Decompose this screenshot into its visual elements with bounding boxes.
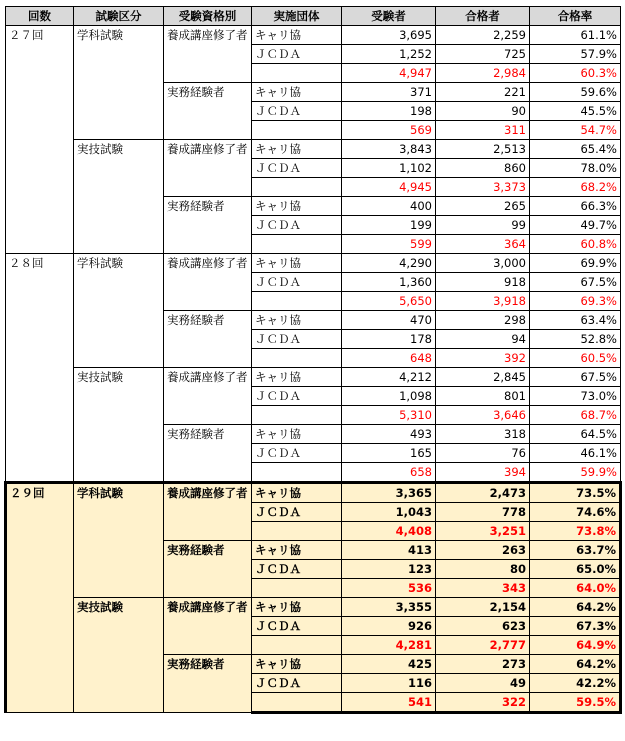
passers-cell: 343: [436, 579, 530, 598]
table-row: [6, 140, 621, 159]
examinees-cell: 3,695: [342, 26, 436, 45]
pass-rate-cell: 78.0%: [530, 159, 621, 178]
passers-cell: 3,251: [436, 522, 530, 541]
organization-cell: ＪＣＤＡ: [252, 444, 342, 463]
organization-cell: ＪＣＤＡ: [252, 159, 342, 178]
pass-rate-cell: 73.0%: [530, 387, 621, 406]
organization-cell: キャリ協: [252, 425, 342, 444]
passers-cell: 364: [436, 235, 530, 254]
organization-cell: キャリ協: [252, 26, 342, 45]
passers-cell: 3,918: [436, 292, 530, 311]
organization-cell: ＪＣＤＡ: [252, 617, 342, 636]
organization-cell: キャリ協: [252, 311, 342, 330]
pass-rate-cell: 74.6%: [530, 503, 621, 522]
eligibility-cell: 養成講座修了者: [164, 26, 252, 83]
exam-results-table: [4, 6, 622, 714]
pass-rate-cell: 67.5%: [530, 273, 621, 292]
examinees-cell: 123: [342, 560, 436, 579]
column-header-pass-rate: 合格率: [530, 7, 621, 26]
organization-cell: ＪＣＤＡ: [252, 45, 342, 64]
pass-rate-cell: 59.9%: [530, 463, 621, 483]
passers-cell: 80: [436, 560, 530, 579]
eligibility-cell: 実務経験者: [164, 311, 252, 368]
organization-cell: キャリ協: [252, 541, 342, 560]
examinees-cell: 569: [342, 121, 436, 140]
exam-type-cell: 学科試験: [74, 26, 164, 140]
examinees-cell: 165: [342, 444, 436, 463]
pass-rate-cell: 60.8%: [530, 235, 621, 254]
examinees-cell: 1,098: [342, 387, 436, 406]
column-header-examinees: 受験者: [342, 7, 436, 26]
passers-cell: 221: [436, 83, 530, 102]
pass-rate-cell: 69.3%: [530, 292, 621, 311]
table-row: [6, 26, 621, 45]
passers-cell: 90: [436, 102, 530, 121]
pass-rate-cell: 63.7%: [530, 541, 621, 560]
eligibility-cell: 実務経験者: [164, 425, 252, 483]
eligibility-cell: 養成講座修了者: [164, 368, 252, 425]
organization-cell: キャリ協: [252, 140, 342, 159]
pass-rate-cell: 65.4%: [530, 140, 621, 159]
examinees-cell: 3,843: [342, 140, 436, 159]
pass-rate-cell: 59.6%: [530, 83, 621, 102]
passers-cell: 2,984: [436, 64, 530, 83]
pass-rate-cell: 52.8%: [530, 330, 621, 349]
passers-cell: 76: [436, 444, 530, 463]
organization-cell: [252, 522, 342, 541]
column-header-exam-type: 試験区分: [74, 7, 164, 26]
eligibility-cell: 実務経験者: [164, 83, 252, 140]
passers-cell: 725: [436, 45, 530, 64]
pass-rate-cell: 45.5%: [530, 102, 621, 121]
pass-rate-cell: 67.5%: [530, 368, 621, 387]
pass-rate-cell: 54.7%: [530, 121, 621, 140]
organization-cell: キャリ協: [252, 483, 342, 503]
pass-rate-cell: 68.2%: [530, 178, 621, 197]
pass-rate-cell: 67.3%: [530, 617, 621, 636]
examinees-cell: 400: [342, 197, 436, 216]
organization-cell: ＪＣＤＡ: [252, 216, 342, 235]
pass-rate-cell: 42.2%: [530, 674, 621, 693]
organization-cell: ＪＣＤＡ: [252, 273, 342, 292]
passers-cell: 2,473: [436, 483, 530, 503]
organization-cell: [252, 636, 342, 655]
header-row: [6, 7, 621, 26]
passers-cell: 99: [436, 216, 530, 235]
examinees-cell: 3,355: [342, 598, 436, 617]
passers-cell: 311: [436, 121, 530, 140]
pass-rate-cell: 64.5%: [530, 425, 621, 444]
passers-cell: 2,259: [436, 26, 530, 45]
pass-rate-cell: 59.5%: [530, 693, 621, 713]
organization-cell: ＪＣＤＡ: [252, 330, 342, 349]
organization-cell: キャリ協: [252, 598, 342, 617]
table-row: [6, 368, 621, 387]
organization-cell: ＪＣＤＡ: [252, 102, 342, 121]
table-header: [6, 7, 621, 26]
round-cell: ２８回: [6, 254, 74, 483]
examinees-cell: 536: [342, 579, 436, 598]
pass-rate-cell: 61.1%: [530, 26, 621, 45]
exam-type-cell: 実技試験: [74, 598, 164, 713]
eligibility-cell: 養成講座修了者: [164, 254, 252, 311]
pass-rate-cell: 68.7%: [530, 406, 621, 425]
organization-cell: [252, 406, 342, 425]
passers-cell: 322: [436, 693, 530, 713]
examinees-cell: 5,310: [342, 406, 436, 425]
column-header-passers: 合格者: [436, 7, 530, 26]
passers-cell: 273: [436, 655, 530, 674]
pass-rate-cell: 73.8%: [530, 522, 621, 541]
examinees-cell: 5,650: [342, 292, 436, 311]
organization-cell: [252, 579, 342, 598]
examinees-cell: 470: [342, 311, 436, 330]
passers-cell: 298: [436, 311, 530, 330]
organization-cell: [252, 121, 342, 140]
examinees-cell: 4,290: [342, 254, 436, 273]
passers-cell: 2,777: [436, 636, 530, 655]
passers-cell: 3,000: [436, 254, 530, 273]
examinees-cell: 1,252: [342, 45, 436, 64]
organization-cell: [252, 178, 342, 197]
passers-cell: 778: [436, 503, 530, 522]
examinees-cell: 3,365: [342, 483, 436, 503]
examinees-cell: 4,212: [342, 368, 436, 387]
examinees-cell: 1,102: [342, 159, 436, 178]
examinees-cell: 541: [342, 693, 436, 713]
examinees-cell: 178: [342, 330, 436, 349]
examinees-cell: 648: [342, 349, 436, 368]
pass-rate-cell: 60.5%: [530, 349, 621, 368]
organization-cell: ＪＣＤＡ: [252, 387, 342, 406]
examinees-cell: 4,945: [342, 178, 436, 197]
column-header-organization: 実施団体: [252, 7, 342, 26]
examinees-cell: 599: [342, 235, 436, 254]
passers-cell: 623: [436, 617, 530, 636]
table-row: [6, 483, 621, 503]
passers-cell: 318: [436, 425, 530, 444]
pass-rate-cell: 46.1%: [530, 444, 621, 463]
pass-rate-cell: 63.4%: [530, 311, 621, 330]
passers-cell: 918: [436, 273, 530, 292]
passers-cell: 392: [436, 349, 530, 368]
passers-cell: 263: [436, 541, 530, 560]
organization-cell: [252, 292, 342, 311]
pass-rate-cell: 57.9%: [530, 45, 621, 64]
examinees-cell: 4,408: [342, 522, 436, 541]
examinees-cell: 199: [342, 216, 436, 235]
examinees-cell: 198: [342, 102, 436, 121]
organization-cell: [252, 235, 342, 254]
organization-cell: キャリ協: [252, 368, 342, 387]
eligibility-cell: 養成講座修了者: [164, 140, 252, 197]
organization-cell: [252, 349, 342, 368]
pass-rate-cell: 64.9%: [530, 636, 621, 655]
examinees-cell: 116: [342, 674, 436, 693]
examinees-cell: 413: [342, 541, 436, 560]
table-row: [6, 254, 621, 273]
organization-cell: キャリ協: [252, 83, 342, 102]
eligibility-cell: 実務経験者: [164, 197, 252, 254]
pass-rate-cell: 69.9%: [530, 254, 621, 273]
organization-cell: キャリ協: [252, 254, 342, 273]
organization-cell: [252, 64, 342, 83]
column-header-eligibility: 受験資格別: [164, 7, 252, 26]
eligibility-cell: 実務経験者: [164, 655, 252, 713]
exam-type-cell: 学科試験: [74, 483, 164, 598]
table-body: [6, 26, 621, 713]
pass-rate-cell: 66.3%: [530, 197, 621, 216]
passers-cell: 94: [436, 330, 530, 349]
organization-cell: [252, 463, 342, 483]
exam-type-cell: 実技試験: [74, 368, 164, 483]
examinees-cell: 493: [342, 425, 436, 444]
organization-cell: ＪＣＤＡ: [252, 674, 342, 693]
table-row: [6, 598, 621, 617]
pass-rate-cell: 60.3%: [530, 64, 621, 83]
pass-rate-cell: 64.2%: [530, 655, 621, 674]
passers-cell: 49: [436, 674, 530, 693]
examinees-cell: 425: [342, 655, 436, 674]
pass-rate-cell: 73.5%: [530, 483, 621, 503]
passers-cell: 2,154: [436, 598, 530, 617]
examinees-cell: 4,947: [342, 64, 436, 83]
passers-cell: 2,513: [436, 140, 530, 159]
round-cell: ２７回: [6, 26, 74, 254]
organization-cell: キャリ協: [252, 197, 342, 216]
passers-cell: 3,373: [436, 178, 530, 197]
exam-type-cell: 実技試験: [74, 140, 164, 254]
examinees-cell: 926: [342, 617, 436, 636]
round-cell: ２９回: [6, 483, 74, 713]
examinees-cell: 1,360: [342, 273, 436, 292]
exam-type-cell: 学科試験: [74, 254, 164, 368]
column-header-round: 回数: [6, 7, 74, 26]
organization-cell: ＪＣＤＡ: [252, 560, 342, 579]
organization-cell: ＪＣＤＡ: [252, 503, 342, 522]
eligibility-cell: 養成講座修了者: [164, 483, 252, 541]
eligibility-cell: 養成講座修了者: [164, 598, 252, 655]
examinees-cell: 371: [342, 83, 436, 102]
organization-cell: [252, 693, 342, 713]
passers-cell: 265: [436, 197, 530, 216]
pass-rate-cell: 49.7%: [530, 216, 621, 235]
organization-cell: キャリ協: [252, 655, 342, 674]
examinees-cell: 658: [342, 463, 436, 483]
pass-rate-cell: 64.2%: [530, 598, 621, 617]
passers-cell: 801: [436, 387, 530, 406]
passers-cell: 3,646: [436, 406, 530, 425]
pass-rate-cell: 65.0%: [530, 560, 621, 579]
passers-cell: 860: [436, 159, 530, 178]
examinees-cell: 4,281: [342, 636, 436, 655]
passers-cell: 394: [436, 463, 530, 483]
examinees-cell: 1,043: [342, 503, 436, 522]
passers-cell: 2,845: [436, 368, 530, 387]
pass-rate-cell: 64.0%: [530, 579, 621, 598]
eligibility-cell: 実務経験者: [164, 541, 252, 598]
